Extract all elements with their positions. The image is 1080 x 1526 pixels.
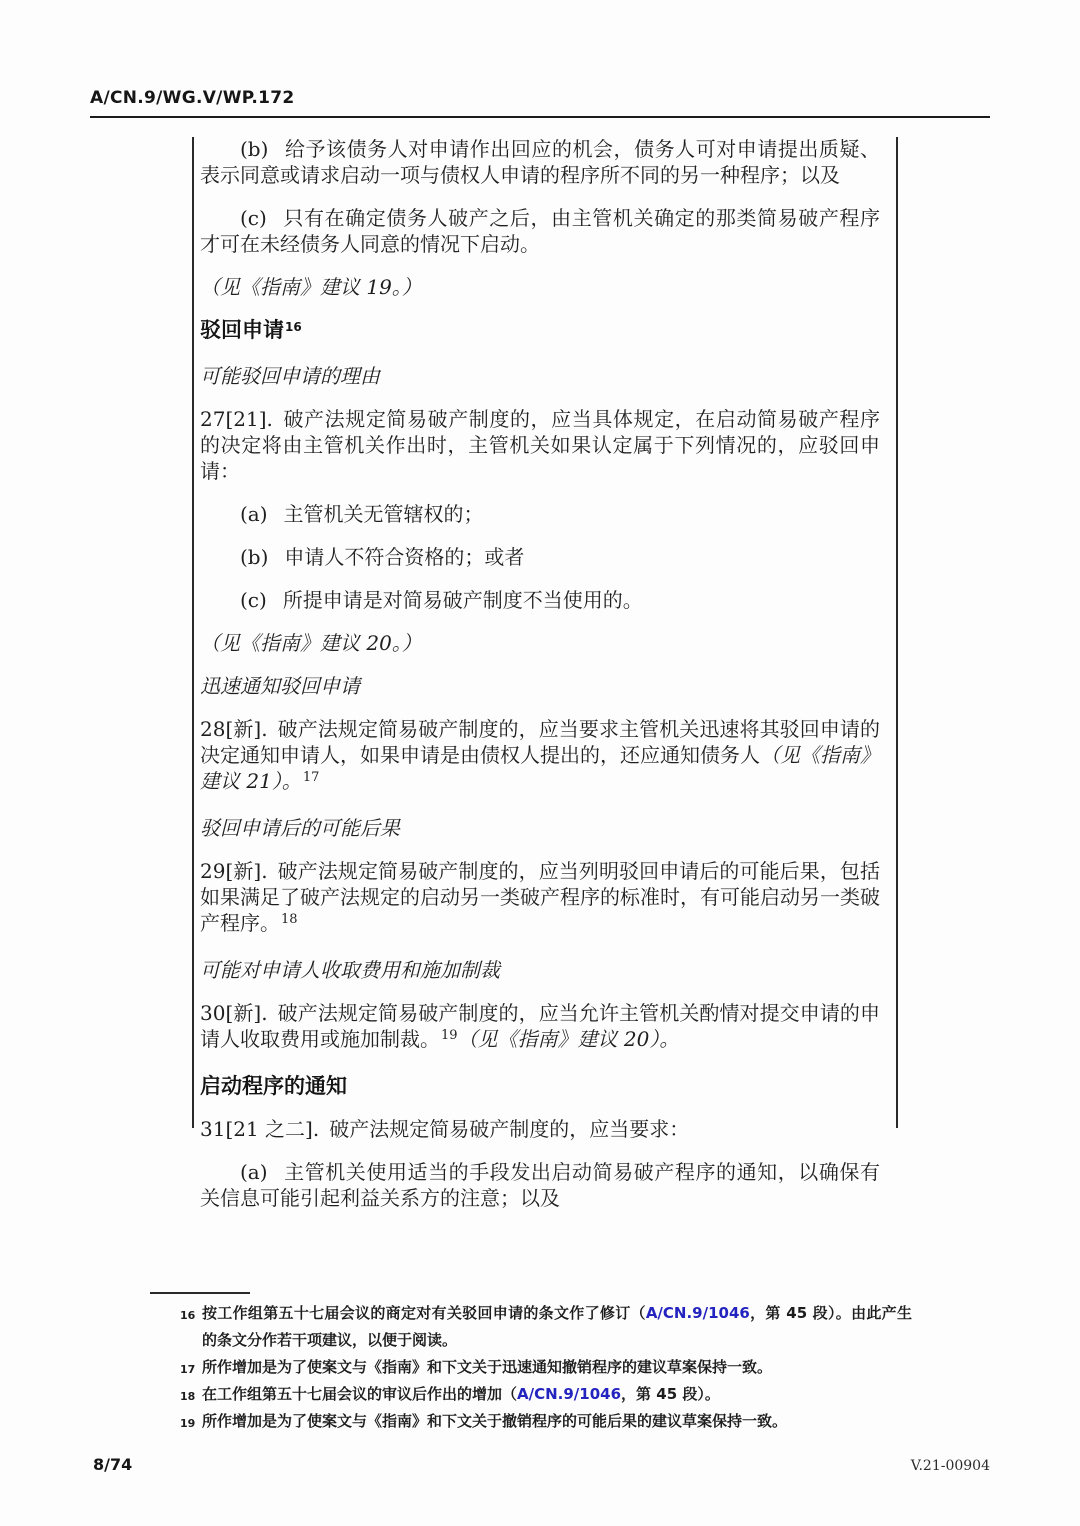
guide-reference-inline: （见《指南》建议 21）。 [200,743,880,793]
footnote-text: 所作增加是为了使案文与《指南》和下文关于撤销程序的可能后果的建议草案保持一致。 [202,1412,788,1430]
footnote-19 [180,1408,912,1435]
change-bar-right [896,137,898,1128]
footnote-reference-18: 18 [281,912,298,927]
list-item-27c [200,587,880,613]
paragraph-number: 31[21 之二]. [200,1117,320,1141]
footnote-18 [180,1381,912,1408]
document-number: V.21-00904 [910,1458,990,1474]
body-content [200,136,880,1228]
item-text: 申请人不符合资格的；或者 [284,545,525,569]
footnote-text: 按工作组第五十七届会议的商定对有关驳回申请的条文作了修订（ [202,1304,646,1322]
paragraph-text: 破产法规定简易破产制度的，应当具体规定，在启动简易破产程序的决定将由主管机关作出时，主管机关如果认定属于下列情况的，应驳回申请： [200,407,880,483]
footnote-text: ，第 45 段）。由此产生的条文分作若干项建议，以便于阅读。 [202,1304,912,1349]
item-label: (c) [240,206,267,230]
paragraph-text: 破产法规定简易破产制度的，应当列明驳回申请后的可能后果，包括如果满足了破产法规定的启动另一类破产程序的标准时，有可能启动另一类破产程序。 [200,859,880,935]
list-item-31a [200,1159,880,1211]
item-text: 给予该债务人对申请作出回应的机会，债务人可对申请提出质疑、表示同意或请求启动一项与债权人申请的程序所不同的另一种程序；以及 [200,137,880,187]
item-label: (b) [240,137,269,161]
item-label: (b) [240,545,269,569]
change-bar-left [192,137,194,1128]
item-label: (c) [240,588,267,612]
footnote-number: 19 [180,1417,196,1430]
list-item-c [200,205,880,257]
paragraph-text: 破产法规定简易破产制度的，应当要求主管机关迅速将其驳回申请的决定通知申请人，如果申请是由债权人提出的，还应通知债务人 [200,717,880,767]
footnote-17 [180,1354,912,1381]
subsection-heading-consequences: 驳回申请后的可能后果 [200,816,400,840]
list-item-27a [200,501,880,527]
subsection-heading-prompt-notice: 迅速通知驳回申请 [200,674,360,698]
subsection-heading-fees: 可能对申请人收取费用和施加制裁 [200,958,500,982]
footnote-text: 所作增加是为了使案文与《指南》和下文关于迅速通知撤销程序的建议草案保持一致。 [202,1358,773,1376]
footnotes [180,1300,912,1435]
doc-symbol: A/CN.9/WG.V/WP.172 [90,88,295,108]
subsection-heading-grounds: 可能驳回申请的理由 [200,364,380,388]
guide-reference-inline: （见《指南》建议 20）。 [457,1027,680,1051]
paragraph-27 [200,406,880,484]
item-text: 主管机关使用适当的手段发出启动简易破产程序的通知，以确保有关信息可能引起利益关系方的注意；以及 [200,1160,880,1210]
item-text: 只有在确定债务人破产之后，由主管机关确定的那类简易破产程序才可在未经债务人同意的情况下启动。 [200,206,880,256]
footnote-separator [150,1292,250,1294]
page-number: 8/74 [93,1455,133,1474]
footnote-16 [180,1300,912,1354]
paragraph-number: 30[新]. [200,1001,268,1025]
paragraph-text: 破产法规定简易破产制度的，应当允许主管机关酌情对提交申请的申请人收取费用或施加制裁。 [200,1001,880,1051]
paragraph-text: 破产法规定简易破产制度的，应当要求： [329,1117,690,1141]
guide-reference-19: （见《指南》建议 19。） [200,275,422,299]
list-item-27b [200,544,880,570]
list-item-b [200,136,880,188]
footnote-reference-16: 16 [285,320,302,334]
paragraph-29 [200,858,880,940]
header-rule [90,116,990,118]
paragraph-28 [200,716,880,798]
paragraph-number: 29[新]. [200,859,268,883]
footnote-reference-17: 17 [302,770,320,785]
paragraph-30 [200,1000,880,1056]
footnote-number: 18 [180,1390,196,1403]
paragraph-number: 27[21]. [200,407,273,431]
document-link[interactable]: A/CN.9/1046 [645,1304,750,1322]
item-label: (a) [240,502,268,526]
paragraph-number: 28[新]. [200,717,268,741]
section-heading-notice: 启动程序的通知 [200,1074,347,1098]
document-link[interactable]: A/CN.9/1046 [517,1385,622,1403]
item-text: 所提申请是对简易破产制度不当使用的。 [282,588,643,612]
paragraph-31 [200,1116,880,1142]
item-text: 主管机关无管辖权的； [283,502,484,526]
section-heading-dismissal [200,317,880,346]
footnote-text: 在工作组第五十七届会议的审议后作出的增加（ [202,1385,518,1403]
guide-reference-20: （见《指南》建议 20。） [200,631,422,655]
footnote-number: 17 [180,1363,196,1376]
footnote-number: 16 [180,1309,196,1322]
heading-text: 驳回申请 [200,318,284,342]
footnote-text: ，第 45 段）。 [621,1385,720,1403]
footnote-reference-19: 19 [441,1028,458,1043]
item-label: (a) [240,1160,268,1184]
